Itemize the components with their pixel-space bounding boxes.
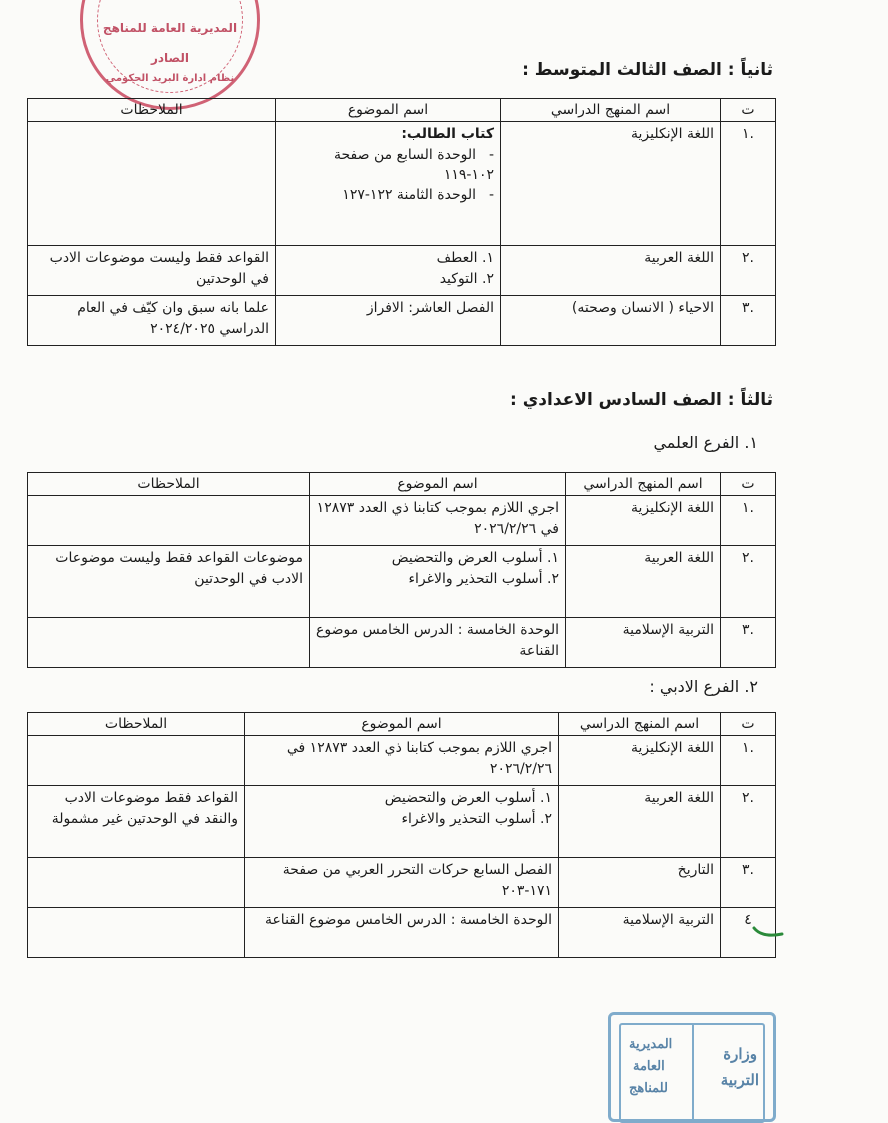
stamp-word-2: التربية: [720, 1071, 759, 1089]
header-notes: الملاحظات: [28, 99, 276, 122]
subject-cell: اللغة العربية: [566, 546, 721, 618]
subject-cell: التربية الإسلامية: [566, 618, 721, 668]
branch-1-label: ١. الفرع العلمي: [653, 433, 758, 452]
branch-1-table: [27, 472, 776, 668]
notes-cell: [28, 122, 276, 246]
row-number: .١: [721, 122, 776, 246]
row-number: .٢: [721, 246, 776, 296]
header-subject: اسم المنهج الدراسي: [566, 473, 721, 496]
topic-cell: [276, 246, 501, 296]
section-3-heading: ثالثاً : الصف السادس الاعدادي :: [510, 390, 773, 410]
subject-cell: اللغة الإنكليزية: [566, 496, 721, 546]
topic-cell: اجري اللازم بموجب كتابنا ذي العدد ١٢٨٧٣ في ٢٠٢٦/٢/٢٦: [310, 496, 566, 546]
handwritten-check-icon: [752, 922, 786, 940]
section-2-table: [27, 98, 776, 346]
notes-cell: علما بانه سبق وان كيّف في العام الدراسي ٢٠٢٤/٢٠٢٥: [28, 296, 276, 346]
ministry-logo-stamp: [608, 1012, 776, 1122]
topic-item: ١. أسلوب العرض والتحضيض: [384, 790, 552, 807]
topic-title: كتاب الطالب:: [401, 126, 494, 143]
topic-cell: [310, 546, 566, 618]
table-row: [28, 296, 776, 346]
header-subject: اسم المنهج الدراسي: [559, 713, 721, 736]
seal-line-3: نظام ادارة البريد الحكومي: [105, 73, 235, 84]
subject-cell: اللغة الإنكليزية: [501, 122, 721, 246]
table-row: [28, 786, 776, 858]
row-number: ٤: [721, 908, 776, 958]
notes-cell: [28, 736, 245, 786]
branch-2-table: [27, 712, 776, 958]
row-number: .٢: [721, 786, 776, 858]
row-number: .١: [721, 496, 776, 546]
header-notes: الملاحظات: [28, 473, 310, 496]
topic-item: ١. أسلوب العرض والتحضيض: [391, 550, 559, 567]
table-header-row: [28, 713, 776, 736]
topic-item: -الوحدة الثامنة ١٢٢-١٢٧: [342, 187, 494, 204]
official-seal-top: [80, 0, 260, 110]
notes-cell: القواعد فقط موضوعات الادب والنقد في الوحدتين غير مشمولة: [28, 786, 245, 858]
subject-cell: الاحياء ( الانسان وصحته): [501, 296, 721, 346]
topic-item: ١. العطف: [436, 250, 494, 267]
row-number: .٣: [721, 858, 776, 908]
table-row: [28, 496, 776, 546]
topic-item: -الوحدة السابع من صفحة ١٠٢-١١٩: [333, 146, 494, 183]
notes-cell: [28, 858, 245, 908]
topic-item: ٢. أسلوب التحذير والاغراء: [401, 810, 552, 827]
table-row: [28, 908, 776, 958]
topic-cell: الوحدة الخامسة : الدرس الخامس موضوع القناعة: [310, 618, 566, 668]
notes-cell: موضوعات القواعد فقط وليست موضوعات الادب في الوحدتين: [28, 546, 310, 618]
header-no: ت: [721, 713, 776, 736]
topic-cell: [276, 122, 501, 246]
book-spine: [692, 1023, 694, 1119]
topic-item: ٢. التوكيد: [439, 270, 494, 287]
subject-cell: التربية الإسلامية: [559, 908, 721, 958]
topic-cell: الفصل العاشر: الافراز: [276, 296, 501, 346]
row-number: .٢: [721, 546, 776, 618]
stamp-word-3: المديرية: [629, 1037, 673, 1052]
row-number: .٣: [721, 618, 776, 668]
subject-cell: اللغة الإنكليزية: [559, 736, 721, 786]
topic-cell: اجري اللازم بموجب كتابنا ذي العدد ١٢٨٧٣ في ٢٠٢٦/٢/٢٦: [245, 736, 559, 786]
row-number: .١: [721, 736, 776, 786]
header-topic: اسم الموضوع: [310, 473, 566, 496]
header-subject: اسم المنهج الدراسي: [501, 99, 721, 122]
section-2-heading: ثانياً : الصف الثالث المتوسط :: [522, 60, 773, 80]
branch-2-label: ٢. الفرع الادبي :: [649, 677, 758, 696]
table-row: [28, 858, 776, 908]
notes-cell: [28, 618, 310, 668]
seal-line-1: المديرية العامة للمناهج: [102, 21, 238, 35]
row-number: .٣: [721, 296, 776, 346]
subject-cell: التاريخ: [559, 858, 721, 908]
table-row: [28, 122, 776, 246]
topic-cell: الفصل السابع حركات التحرر العربي من صفحة ١٧١-٢٠٣: [245, 858, 559, 908]
notes-cell: [28, 908, 245, 958]
header-topic: اسم الموضوع: [276, 99, 501, 122]
header-no: ت: [721, 99, 776, 122]
topic-cell: [245, 786, 559, 858]
table-row: [28, 246, 776, 296]
table-header-row: [28, 473, 776, 496]
topic-item: ٢. أسلوب التحذير والاغراء: [408, 570, 559, 587]
table-row: [28, 618, 776, 668]
topic-cell: الوحدة الخامسة : الدرس الخامس موضوع القناعة: [245, 908, 559, 958]
table-row: [28, 546, 776, 618]
header-no: ت: [721, 473, 776, 496]
header-notes: الملاحظات: [28, 713, 245, 736]
table-header-row: [28, 99, 776, 122]
subject-cell: اللغة العربية: [501, 246, 721, 296]
notes-cell: [28, 496, 310, 546]
notes-cell: القواعد فقط وليست موضوعات الادب في الوحدتين: [28, 246, 276, 296]
table-row: [28, 736, 776, 786]
stamp-word-5: للمناهج: [629, 1081, 668, 1096]
stamp-word-4: العامة: [633, 1059, 665, 1074]
header-topic: اسم الموضوع: [245, 713, 559, 736]
stamp-word-1: وزارة: [723, 1045, 757, 1063]
seal-line-2: الصادر: [150, 51, 189, 65]
subject-cell: اللغة العربية: [559, 786, 721, 858]
